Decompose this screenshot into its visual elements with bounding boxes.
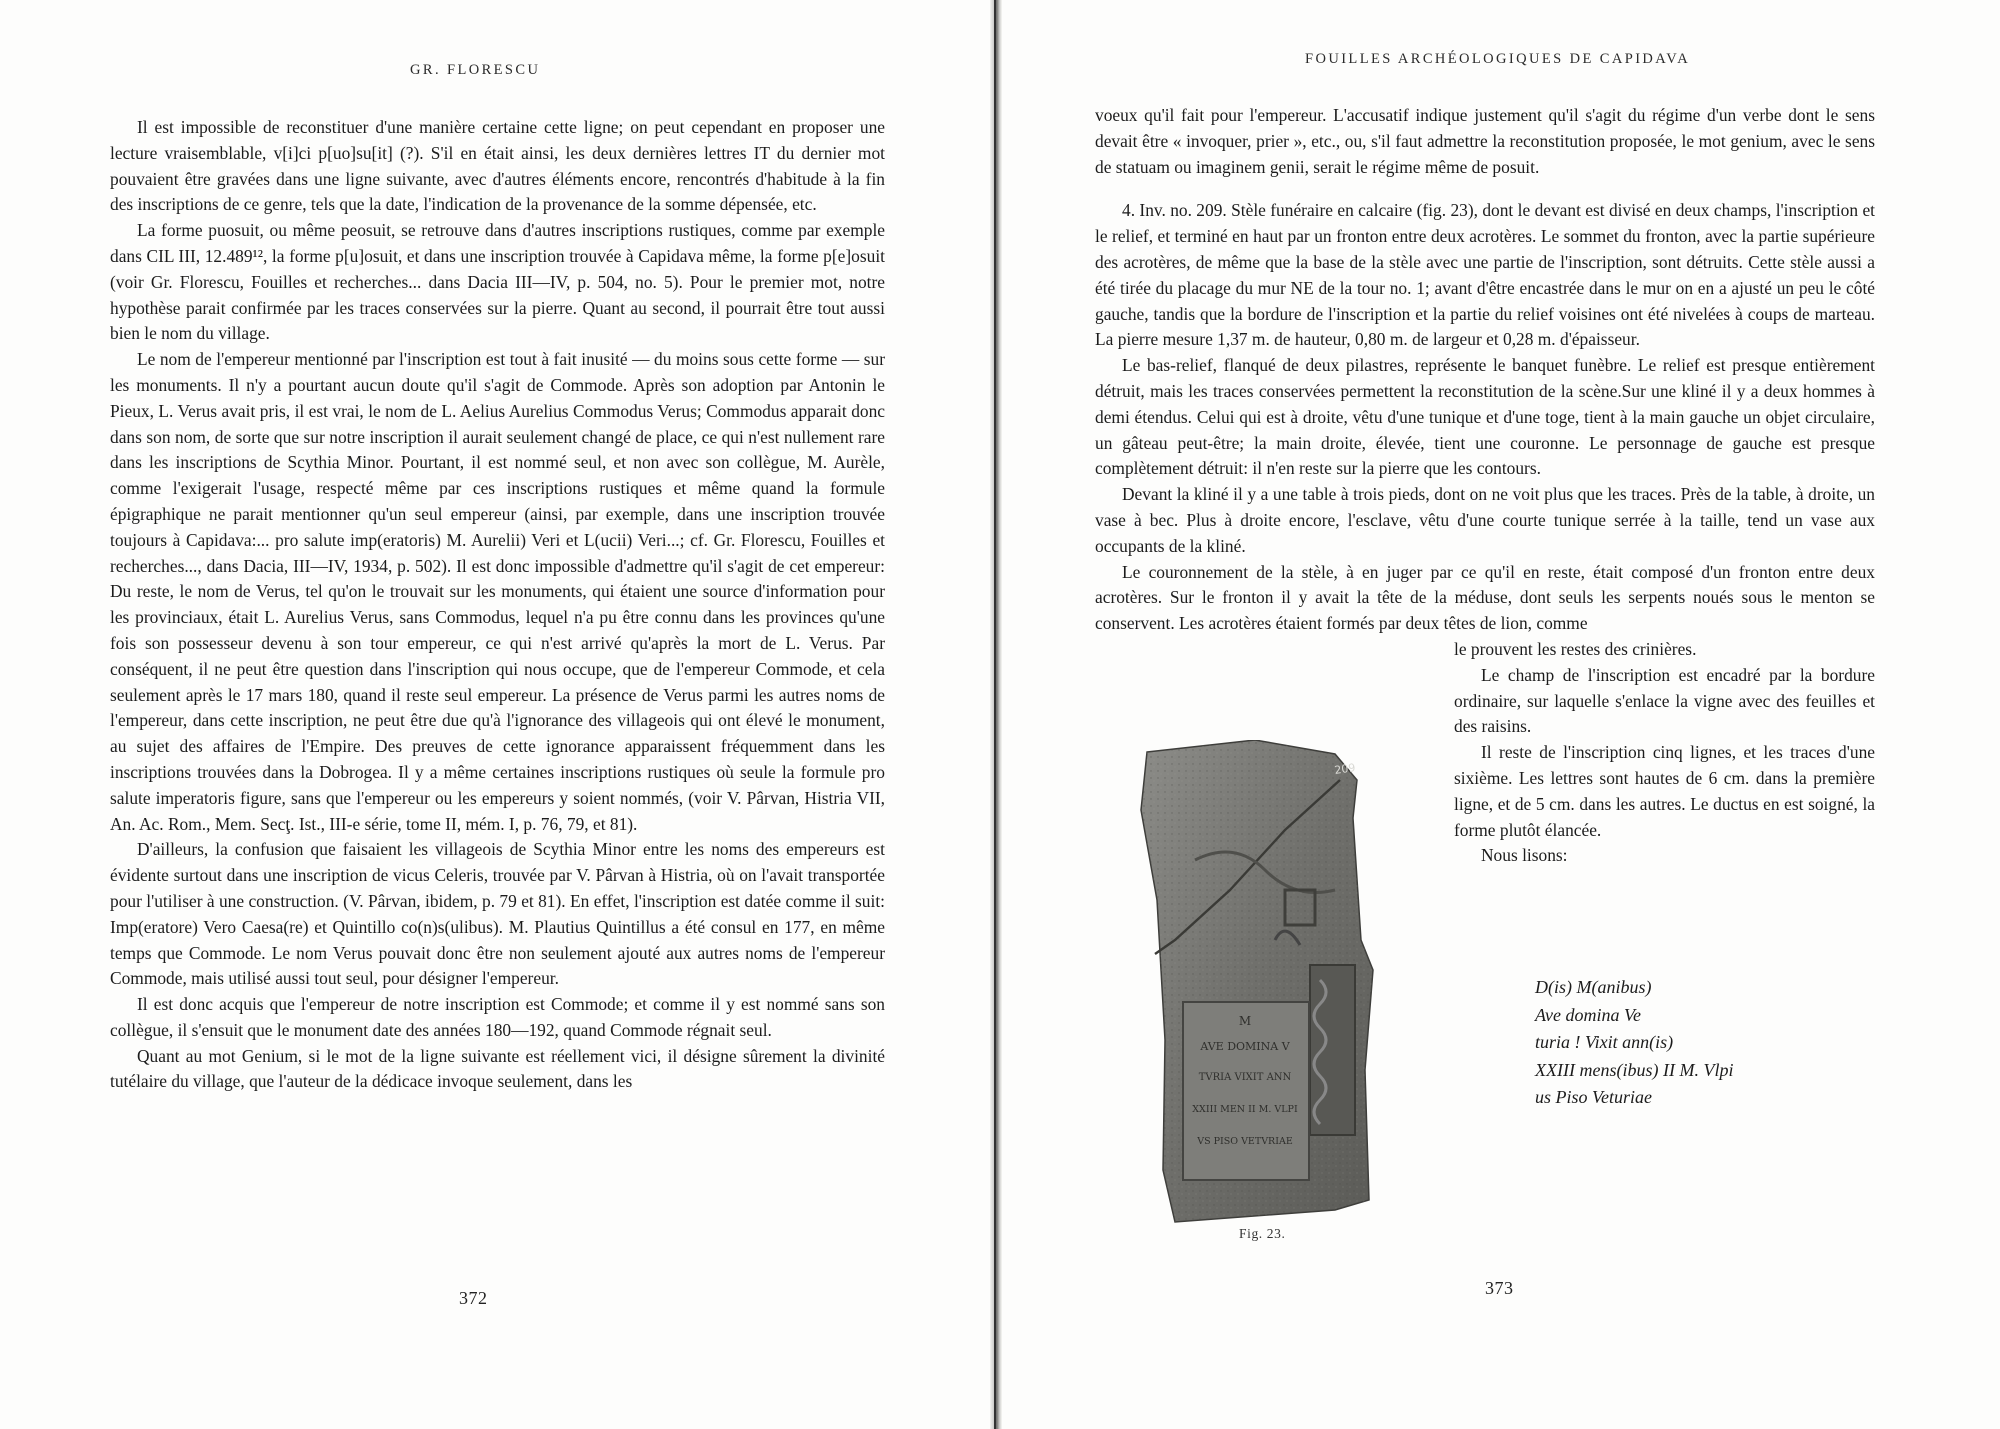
- paragraph: D'ailleurs, la confusion que faisaient les villageois de Scythia Minor entre les noms des empereurs est évidente surtout dans une inscription de vicus Celeris, trouvée par V. Pârvan à Histria, où on l'avait transportée pour l'utiliser à une construction. (V. Pârvan, ibidem, p. 79 et 81). En effet, l'inscription est datée comme il suit: Imp(eratore) Vero Caesa(re) et Quintillo co(n)s(ulibus). M. Plautius Quintillus a été consul en 177, en même temps que Commode. Le nom Verus pouvait donc être non seulement ajouté aux autres noms de l'empereur Commode, mais utilisé aussi tout seul, pour désigner l'empereur.: [110, 839, 885, 989]
- paragraph: Nous lisons:: [1481, 845, 1568, 866]
- left-page: [0, 0, 990, 1429]
- carved-line: TVRIA VIXIT ANN: [1198, 1072, 1292, 1083]
- paragraph: Il est impossible de reconstituer d'une manière certaine cette ligne; on peut cependant en proposer une lecture vraisemblable, v[i]ci p[uo]su[it] (?). S'il en était ainsi, les deux dernières lettres IT du dernier mot pouvaient être gravées dans une ligne suivante, avec d'autres éléments encore, rencontrés d'habitude à la fin des inscriptions de ce genre, tels que la date, l'indication de la provenance de la somme dépensée, etc.: [110, 117, 885, 215]
- inscription-transcription: [1535, 974, 1733, 1112]
- stone-number: 209: [1333, 761, 1357, 777]
- stele-photo: [1135, 740, 1417, 1225]
- stele-figure: [1135, 740, 1417, 1225]
- left-page-body: [110, 115, 885, 1095]
- page-number-right: 373: [1485, 1278, 1514, 1298]
- carved-line: VS PISO VETVRIAE: [1197, 1136, 1293, 1147]
- running-head-left: GR. FLORESCU: [410, 62, 541, 78]
- carved-line: XXIII MEN II M. VLPI: [1192, 1104, 1298, 1115]
- book-gutter: [990, 0, 1002, 1429]
- paragraph: Le couronnement de la stèle, à en juger par ce qu'il en reste, était composé d'un fronton entre deux acrotères. Sur le fronton il y avait la tête de la méduse, dont seuls les serpents noués sous le menton se conservent. Les acrotères étaient formés par deux têtes de lion, comme: [1095, 561, 1875, 634]
- inscription-line: turia ! Vixit ann(is): [1535, 1032, 1674, 1052]
- paragraph: 4. Inv. no. 209. Stèle funéraire en calcaire (fig. 23), dont le devant est divisé en deux champs, l'inscription et le relief, et terminé en haut par un fronton entre deux acrotères. Le sommet du fronton, avec la partie supérieure des acrotères, de même que la base de la stèle avec une partie de l'inscription, sont détruits. Cette stèle aussi a été tirée du placage du mur NE de la tour no. 1; avant d'être encastrée dans le mur on en a ajusté un peu le côté gauche, tandis que la bordure de l'inscription et la partie du relief voisines ont été nivelées à coups de marteau. La pierre mesure 1,37 m. de hauteur, 0,80 m. de largeur et 0,28 m. d'épaisseur.: [1095, 200, 1875, 350]
- paragraph: Le champ de l'inscription est encadré par la bordure ordinaire, sur laquelle s'enlace la vigne avec des feuilles et des raisins.: [1454, 664, 1875, 737]
- page-number-left: 372: [459, 1288, 488, 1308]
- paragraph: Quant au mot Genium, si le mot de la ligne suivante est réellement vici, il désigne sûrement la divinité tutélaire du village, que l'auteur de la dédicace invoque seulement, dans les: [110, 1045, 885, 1092]
- paragraph: La forme puosuit, ou même peosuit, se retrouve dans d'autres inscriptions rustiques, comme par exemple dans CIL III, 12.489¹², la forme p[u]osuit, et dans une inscription trouvée à Capidava même, la forme p[e]osuit (voir Gr. Florescu, Fouilles et recherches... dans Dacia III—IV, p. 504, no. 5). Pour le premier mot, notre hypothèse parait confirmée par les traces conservées sur la pierre. Quant au second, il pourrait être tout aussi bien le nom du village.: [110, 220, 885, 344]
- paragraph: voeux qu'il fait pour l'empereur. L'accusatif indique justement qu'il s'agit du régime d'un verbe dont le sens devait être « invoquer, prier », etc., ou, s'il faut admettre la reconstitution proposée, le mot genium, avec le sens de statuam ou imaginem genii, serait le régime même de posuit.: [1095, 105, 1875, 177]
- inscription-line: us Piso Veturiae: [1535, 1087, 1652, 1107]
- running-head-right: FOUILLES ARCHÉOLOGIQUES DE CAPIDAVA: [1305, 51, 1691, 67]
- paragraph: le prouvent les restes des crinières.: [1454, 638, 1697, 659]
- gutter-line: [994, 0, 996, 1429]
- right-page: [1002, 0, 2000, 1429]
- paragraph: Il est donc acquis que l'empereur de notre inscription est Commode; et comme il y est nommé sans son collègue, il s'ensuit que le monument date des années 180—192, quand Commode régnait seul.: [110, 994, 885, 1040]
- paragraph: Devant la kliné il y a une table à trois pieds, dont on ne voit plus que les traces. Près de la table, à droite, un vase à bec. Plus à droite encore, l'esclave, vêtu d'une courte tunique serrée à la taille, tend un vase aux occupants de la kliné.: [1095, 484, 1875, 556]
- figure-caption: Fig. 23.: [1239, 1226, 1286, 1241]
- inscription-line: XXIII mens(ibus) II M. Vlpi: [1535, 1059, 1734, 1080]
- carved-line: M: [1238, 1014, 1252, 1028]
- inscription-line: D(is) M(anibus): [1535, 977, 1652, 997]
- paragraph: Il reste de l'inscription cinq lignes, et les traces d'une sixième. Les lettres sont hautes de 6 cm. dans la première ligne, et de 5 cm. dans les autres. Le ductus en est soigné, la forme plutôt élancée.: [1454, 742, 1875, 840]
- inscription-line: Ave domina Ve: [1535, 1004, 1641, 1025]
- carved-line: AVE DOMINA V: [1200, 1040, 1290, 1053]
- paragraph: Le bas-relief, flanqué de deux pilastres, représente le banquet funèbre. Le relief est presque entièrement détruit, mais les traces conservées permettent la reconstitution de la scène.Sur une kliné il y a deux hommes à demi étendus. Celui qui est à droite, vêtu d'une tunique et d'une toge, tient à la main gauche un objet circulaire, un gâteau peut-être; la main droite, élevée, tient une couronne. Le personnage de gauche est presque complètement détruit: il n'en reste sur la pierre que les contours.: [1095, 355, 1875, 479]
- paragraph: Le nom de l'empereur mentionné par l'inscription est tout à fait inusité — du moins sous cette forme — sur les monuments. Il n'y a pourtant aucun doute qu'il s'agit de Commode. Après son adoption par Antonin le Pieux, L. Verus avait pris, il est vrai, le nom de L. Aelius Aurelius Commodus Verus; Commodus apparait donc dans son nom, de sorte que sur notre inscription il aurait seulement changé de place, ce qui n'est nullement rare dans les inscriptions de Scythia Minor. Pourtant, il est nommé seul, et non avec son collègue, M. Aurèle, comme l'exigerait l'usage, respecté même par ces inscriptions rustiques et même quand la formule épigraphique ne parait mentionner qu'un seul empereur (ainsi, par exemple, dans une inscription trouvée toujours à Capidava:... pro salute imp(eratoris) M. Aurelii) Veri et L(ucii) Veri...; cf. Gr. Florescu, Fouilles et recherches..., dans Dacia, III—IV, 1934, p. 502). Il est donc impossible d'admettre qu'il s'agit de cet empereur: Du reste, le nom de Verus, tel qu'on le trouvait sur les monuments, qui étaient une source d'information pour les provinciaux, était L. Aurelius Verus, sans Commodus, lequel n'a pu être connu dans les provinces qu'une fois son possesseur devenu à son tour empereur, ce qui n'est arrivé qu'après la mort de L. Verus. Par conséquent, il ne peut être question dans l'inscription qui nous occupe, que de l'empereur Commode, et cela seulement après le 17 mars 180, quand il reste seul empereur. La présence de Verus parmi les autres noms de l'empereur, dans cette inscription, ne peut être due qu'à l'ignorance des villageois qui ont élevé le monument, au sujet des affaires de l'Empire. Des preuves de cette ignorance apparaissent fréquemment dans les inscriptions trouvées dans la Dobrogea. Il y a même certaines inscriptions rustiques où seule la formule pro salute imperatoris figure, sans que l'empereur ou les empereurs y soient nommés, (voir V. Pârvan, Histria VII, An. Ac. Rom., Mem. Secţ. Ist., III-e série, tome II, mém. I, p. 76, 79, et 81).: [110, 349, 885, 834]
